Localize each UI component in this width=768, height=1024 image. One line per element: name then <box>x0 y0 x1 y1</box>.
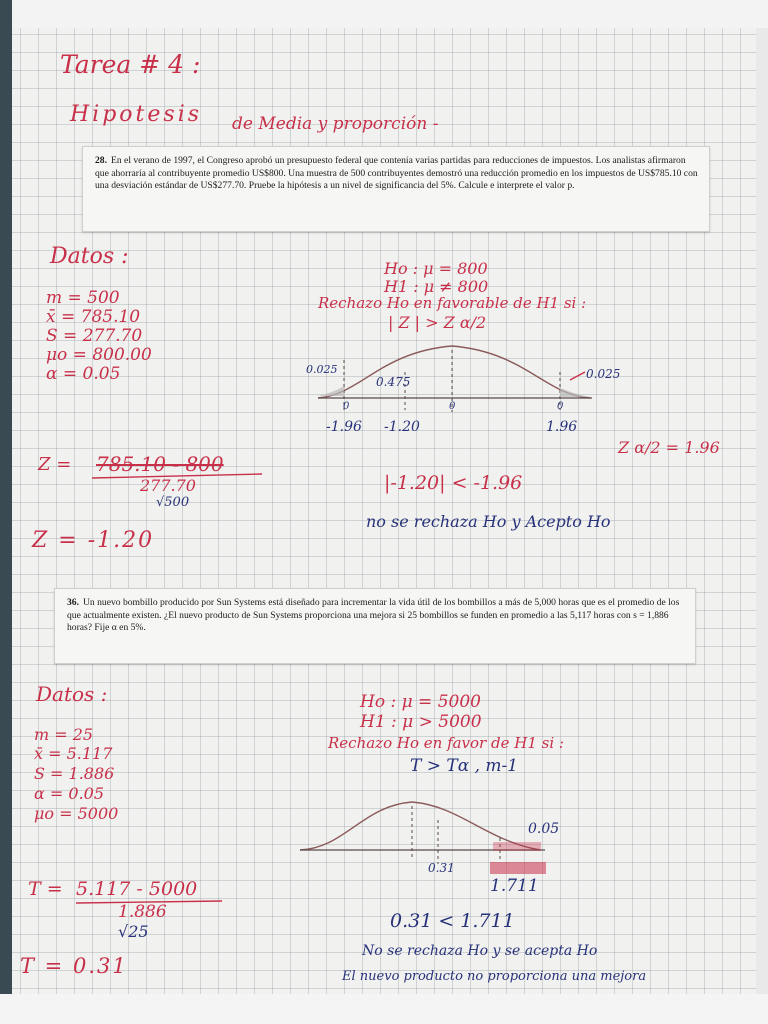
page-title: Tarea # 4 : <box>60 50 201 79</box>
p28-tick-plus-196: 1.96 <box>546 419 578 435</box>
p36-conclusion-2: El nuevo producto no proporciona una mejora <box>342 969 647 984</box>
problem-36-number: 36. <box>67 597 79 608</box>
p36-datos-alpha: α = 0.05 <box>34 784 105 803</box>
p28-z-prefix: Z = <box>38 454 72 475</box>
p28-tick-zero-mid: 0 <box>449 401 456 412</box>
p28-datos-n: m = 500 <box>46 288 120 308</box>
p28-formula-denominator: 277.70 <box>140 476 196 495</box>
p28-h1: H1 : μ ≠ 800 <box>384 277 489 296</box>
p36-t-prefix: T = <box>28 878 63 900</box>
p28-tick-minus-120: -1.20 <box>384 419 420 435</box>
p28-formula-sqrt: √500 <box>156 495 190 510</box>
problem-28-text: En el verano de 1997, el Congreso aprobó un presupuesto federal que contenía varias partidas para reducciones de impuestos. Los analistas afirmaron que ahorraría al contribuyente promedio US$800. Una muestra de 500 contribuyentes demostró una reducción promedio en los impuestos de US$785.10 con una desviación estándar de US$277.70. Pruebe la hipótesis a un nivel de significancia del 5%. Calcule e interprete el valor p. <box>95 155 698 191</box>
p28-formula-numerator: 785.10 - 800 <box>96 452 224 476</box>
p36-curve-right-tail: 0.05 <box>528 821 560 837</box>
p36-comparison: 0.31 < 1.711 <box>390 910 515 932</box>
p28-tick-minus-196: -1.96 <box>326 419 362 435</box>
p36-datos-s: S = 1.886 <box>34 764 115 783</box>
problem-36-text: Un nuevo bombillo producido por Sun Systems está diseñado para incrementar la vida útil de los bombillos a más de 5,000 horas que es el promedio de los que actualmente existen. ¿El nuevo producto de Sun Systems proporciona una mejora si 25 bombillos se funden en promedio a las 5,117 horas con s = 1,886 horas? Fije α en 5%. <box>67 597 680 633</box>
photo-border-bottom <box>0 994 768 1024</box>
p36-datos-label: Datos : <box>36 682 108 706</box>
p28-curve-right-tail: 0.025 <box>586 367 621 381</box>
p28-z-critical: Z α/2 = 1.96 <box>618 438 720 457</box>
p36-formula-numerator: 5.117 - 5000 <box>76 878 198 900</box>
p28-rule: Rechazo Ho en favorable de H1 si : <box>318 294 587 312</box>
p36-formula-denominator: 1.886 <box>118 902 167 922</box>
p36-tick-critical: 1.711 <box>490 876 539 896</box>
p28-comparison: |-1.20| < -1.96 <box>384 472 523 494</box>
p28-tick-zero-right: 0 <box>557 401 564 412</box>
p36-rule-condition: T > Tα , m-1 <box>410 756 519 776</box>
p28-datos-s: S = 277.70 <box>46 326 143 346</box>
p36-datos-mu0: μo = 5000 <box>34 804 119 823</box>
p28-datos-mu0: μo = 800.00 <box>46 345 152 365</box>
p28-tick-zero-left: 0 <box>343 401 350 412</box>
p36-formula-sqrt: √25 <box>118 922 149 941</box>
p28-datos-label: Datos : <box>50 244 129 269</box>
p36-h0: Ho : μ = 5000 <box>360 692 481 712</box>
p36-h1: H1 : μ > 5000 <box>360 712 482 732</box>
p28-conclusion: no se rechaza Ho y Acepto Ho <box>366 512 611 531</box>
p36-datos-n: m = 25 <box>34 725 94 744</box>
p36-rule: Rechazo Ho en favor de H1 si : <box>328 734 564 752</box>
p36-t-result: T = 0.31 <box>20 954 128 978</box>
p36-conclusion-1: No se rechaza Ho y se acepta Ho <box>362 943 598 959</box>
p28-curve-inner: 0.475 <box>376 375 411 389</box>
p28-h0: Ho : μ = 800 <box>384 259 488 278</box>
page-subtitle-hipotesis: Hipotesis <box>70 102 203 127</box>
p28-rule-condition: | Z | > Z α/2 <box>388 313 487 332</box>
p28-datos-xbar: x̄ = 785.10 <box>46 307 141 327</box>
p28-datos-alpha: α = 0.05 <box>46 364 121 384</box>
p28-curve-left-tail: 0.025 <box>306 363 338 376</box>
p36-datos-xbar: x̄ = 5.117 <box>34 744 113 763</box>
p28-z-result: Z = -1.20 <box>32 528 155 553</box>
p36-tick-t: 0.31 <box>428 861 455 875</box>
page-subtitle-topic: de Media y proporción - <box>232 114 439 134</box>
problem-28-number: 28. <box>95 155 107 166</box>
